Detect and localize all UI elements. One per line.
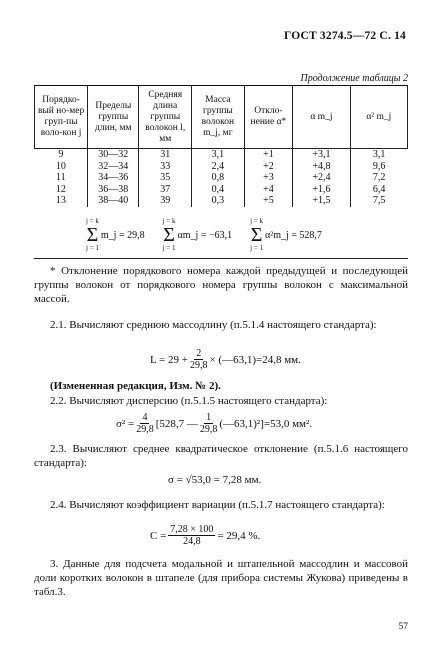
col-header: Порядко-вый но-мер груп-пы воло-кон j	[35, 86, 88, 149]
formula-variation: C = $\frac{7,28 \times 100}{24,8}$ = 29,4 %.	[150, 524, 261, 547]
table-cell: 10	[55, 160, 66, 172]
table-cell: 31	[139, 149, 192, 161]
table-cell: 11	[56, 172, 66, 183]
page-header: ГОСТ 3274.5—72 С. 14	[283, 30, 406, 42]
paragraph-2-4: 2.4. Вычисляют коэффициент вариации (п.5.1.7 настоящего стандарта):	[50, 499, 385, 511]
sigma-symbol: j = k Σ j = 1	[250, 217, 263, 252]
col-header: α² m_j	[350, 86, 407, 149]
col-header: α m_j	[293, 86, 350, 149]
table-cell: 2,4	[192, 161, 245, 173]
table-cell: +4	[244, 184, 293, 196]
table-cell: +3	[244, 172, 293, 184]
table-cell: +5	[244, 195, 293, 207]
col-header: Пределы группы длин, мм	[88, 86, 139, 149]
table-cell: 33	[139, 161, 192, 173]
sum-mass: j = k Σ j = 1 m_j = 29,8	[86, 217, 145, 252]
table-cell: 3,1	[192, 149, 245, 161]
col-header: Масса группы волокон m_j, мг	[192, 86, 245, 149]
sigma-symbol: j = k Σ j = 1	[86, 217, 99, 252]
table-row	[35, 195, 408, 207]
formula-mean-length: L = 29 + $\frac{2}{29,8}$ × (—63,1)=24,8 мм.	[150, 348, 301, 371]
data-table	[34, 85, 408, 207]
table-header-row	[35, 86, 408, 149]
table-cell: +1	[244, 149, 293, 161]
table-cell: 38—40	[88, 195, 139, 207]
table-cell: 0,3	[192, 195, 245, 207]
table-cell: 35	[139, 172, 192, 184]
paragraph-2-3: 2.3. Вычисляют среднее квадратическое отклонение (п.5.1.6 настоящего стандарта):	[34, 443, 408, 469]
paragraph-3: 3. Данные для подсчета модальной и штапельной массодлин и массовой доли коротких волокон в штапеле (для прибора системы Жукова) приведены в табл.3.	[34, 558, 408, 598]
table-cell: +4,8	[293, 161, 350, 173]
table-cell: 3,1	[350, 149, 407, 161]
table-cell: 7,5	[350, 195, 407, 207]
table-cell: 30—32	[88, 149, 139, 161]
table-cell: 36—38	[88, 184, 139, 196]
table-cell: 7,2	[350, 172, 407, 184]
table-row	[35, 161, 408, 173]
sum-formulas	[86, 217, 322, 253]
footnote: * Отклонение порядкового номера каждой предыдущей и последующей группы волокон от порядкового номера группы волокон с максимальной массой.	[34, 265, 408, 305]
table-cell: 12	[55, 183, 66, 195]
sigma-symbol: j = k Σ j = 1	[162, 217, 176, 252]
paragraph-2-2: 2.2. Вычисляют дисперсию (п.5.1.5 настоящего стандарта):	[50, 395, 328, 407]
formula-std-dev: σ = √53,0 = 7,28 мм.	[168, 474, 262, 486]
table-cell: 39	[139, 195, 192, 207]
table-row	[35, 149, 408, 161]
table-cell: +2,4	[293, 172, 350, 184]
table-cell: +1,6	[293, 184, 350, 196]
table-cell: 6,4	[350, 184, 407, 196]
paragraph-2-1: 2.1. Вычисляют среднюю массодлину (п.5.1.4 настоящего стандарта):	[50, 319, 377, 331]
table-cell: 0,4	[192, 184, 245, 196]
col-header: Средняя длина группы волокон l, мм	[139, 86, 192, 149]
edit-note: (Измененная редакция, Изм. № 2).	[50, 380, 221, 392]
table-cell: +3,1	[293, 149, 350, 161]
table-cell: 9	[58, 149, 64, 160]
table-cell: 37	[139, 184, 192, 196]
table-row	[35, 184, 408, 196]
table-cell: +1,5	[293, 195, 350, 207]
table-cell: 13	[55, 195, 66, 206]
table-continuation-label: Продолжение таблицы 2	[300, 73, 408, 84]
table-cell: 34—36	[88, 172, 139, 184]
table-row	[35, 172, 408, 184]
table-cell: 9,6	[350, 161, 407, 173]
page-number: 57	[398, 622, 408, 632]
formula-variance: σ² = $\frac{4}{29,8}$ [528,7 — 1 29,8 (—63,1)²]=53,0 мм².	[116, 412, 313, 435]
table-cell: 0,8	[192, 172, 245, 184]
table-cell: +2	[244, 161, 293, 173]
sum-alpha-mass: j = k Σ j = 1 αm_j = −63,1	[162, 217, 233, 252]
sum-alpha2-mass: j = k Σ j = 1 α²m_j = 528,7	[250, 217, 322, 252]
table-cell: 32—34	[88, 161, 139, 173]
table-bottom-rule	[34, 258, 408, 259]
col-header: Откло-нение α*	[244, 86, 293, 149]
